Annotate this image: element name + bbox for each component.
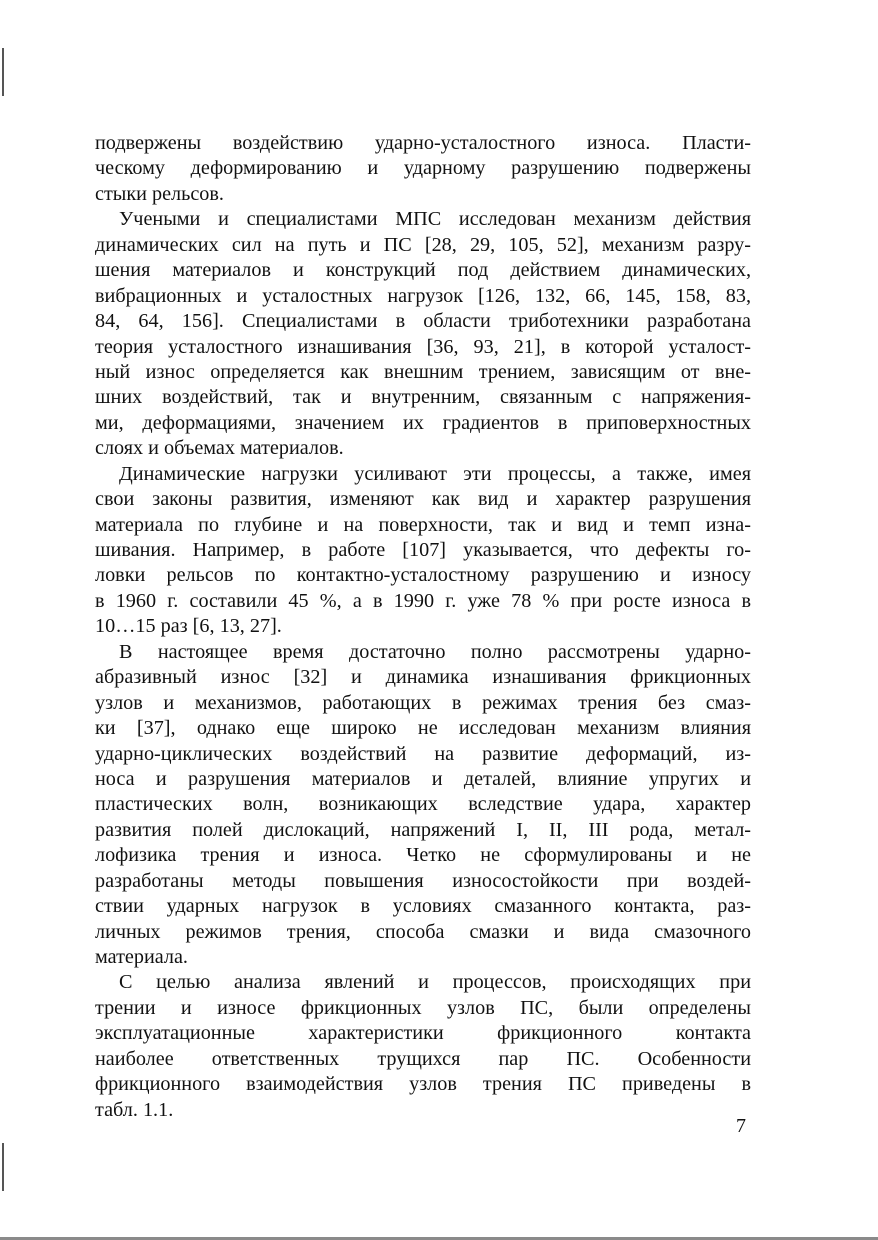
text-line: 10…15 раз [6, 13, 27]. [95,615,282,638]
text-line: С целью анализа явлений и процессов, происходящих при [119,971,751,994]
text-line: 84, 64, 156]. Специалистами в области триботехники разработана [95,310,751,333]
text-line: подвержены воздействию ударно-усталостного износа. Пласти- [95,132,751,154]
text-line: ствии ударных нагрузок в условиях смазанного контакта, раз- [95,895,751,918]
paragraph [95,207,751,461]
text-line: разработаны методы повышения износостойкости при воздей- [95,869,751,892]
page-number: 7 [736,1115,746,1137]
text-line: эксплуатационные характеристики фрикционного контакта [95,1022,751,1045]
text-line: вибрационных и усталостных нагрузок [126, 132, 66, 145, 158, 83, [95,284,751,307]
text-line: теория усталостного изнашивания [36, 93, 21], в которой усталост- [95,335,751,358]
paragraph [95,640,751,971]
text-line: личных режимов трения, способа смазки и вида смазочного [95,920,751,943]
text-line: Учеными и специалистами МПС исследован механизм действия [119,208,751,231]
text-line: абразивный износ [32] и динамика изнашивания фрикционных [95,666,751,689]
paragraph [95,462,751,640]
text-line: ческому деформированию и ударному разрушению подвержены [95,157,751,180]
text-line: пластических волн, возникающих вследствие удара, характер [95,793,751,816]
text-line: материала. [95,946,188,968]
text-line: слоях и объемах материалов. [95,437,344,460]
text-line: динамических сил на путь и ПС [28, 29, 105, 52], механизм разру- [95,233,751,256]
text-line: Динамические нагрузки усиливают эти процессы, а также, имея [119,462,751,485]
text-line: развития полей дислокаций, напряжений I, II, III рода, метал- [95,818,751,841]
text-line: ный износ определяется как внешним трением, зависящим от вне- [95,360,751,383]
text-line: табл. 1.1. [95,1098,174,1121]
text-line: стыки рельсов. [95,182,224,205]
body-text [95,131,751,1123]
scan-margin-mark-bottom [2,1143,4,1191]
text-line: ки [37], однако еще широко не исследован механизм влияния [95,717,751,740]
text-line: материала по глубине и на поверхности, так и вид и темп изна- [95,513,751,536]
text-line: свои законы развития, изменяют как вид и характер разрушения [95,488,751,511]
text-line: трении и износе фрикционных узлов ПС, были определены [95,996,751,1019]
text-line: ми, деформациями, значением их градиентов в приповерхностных [95,411,751,434]
paragraph [95,131,751,207]
text-line: фрикционного взаимодействия узлов трения ПС приведены в [95,1073,751,1096]
text-line: шения материалов и конструкций под действием динамических, [95,259,751,282]
text-line: узлов и механизмов, работающих в режимах трения без смаз- [95,691,751,714]
text-line: лофизика трения и износа. Четко не сформулированы и не [95,844,751,867]
text-line: носа и разрушения материалов и деталей, влияние упругих и [95,767,751,790]
text-line: шних воздействий, так и внутренним, связанным с напряжения- [95,386,751,409]
text-line: ударно-циклических воздействий на развитие деформаций, из- [95,742,751,765]
text-line: в 1960 г. составили 45 %, а в 1990 г. уже 78 % при росте износа в [95,589,751,612]
scan-margin-mark-top [2,48,4,96]
text-line: наиболее ответственных трущихся пар ПС. Особенности [95,1047,751,1070]
paragraph [95,970,751,1123]
text-line: ловки рельсов по контактно-усталостному разрушению и износу [95,564,751,587]
text-line: В настоящее время достаточно полно рассмотрены ударно- [119,640,751,663]
text-line: шивания. Например, в работе [107] указывается, что дефекты го- [95,539,751,561]
